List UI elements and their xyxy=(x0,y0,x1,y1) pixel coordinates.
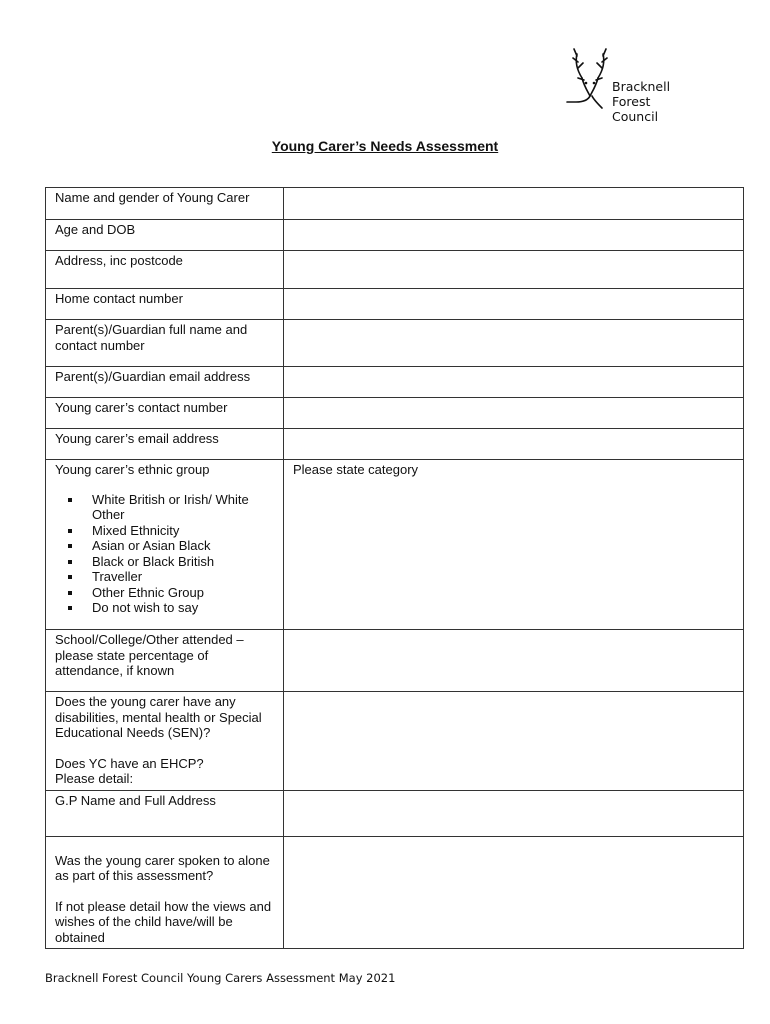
table-row xyxy=(46,692,744,791)
assessment-form-table xyxy=(45,187,744,949)
row-value-cell[interactable] xyxy=(284,692,744,791)
list-item: Asian or Asian Black xyxy=(92,538,275,554)
row-label: School/College/Other attended – please state percentage of attendance, if known xyxy=(46,630,284,692)
list-item: Traveller xyxy=(92,569,275,585)
logo-line: Council xyxy=(612,109,659,124)
row-label: Was the young carer spoken to alone as part of this assessment? xyxy=(55,852,270,883)
logo-line: Forest xyxy=(612,94,651,109)
row-value-cell[interactable] xyxy=(284,367,744,398)
table-row xyxy=(46,320,744,367)
table-row xyxy=(46,398,744,429)
table-row xyxy=(46,429,744,460)
footer-text: Bracknell Forest Council Young Carers Assessment May 2021 xyxy=(45,971,396,985)
table-row xyxy=(46,188,744,220)
row-label: Young carer’s email address xyxy=(46,429,284,460)
logo-line: Bracknell xyxy=(612,79,671,94)
row-value-cell[interactable] xyxy=(284,289,744,320)
list-item: Other Ethnic Group xyxy=(92,585,275,601)
row-label: Young carer’s contact number xyxy=(46,398,284,429)
page-title: Young Carer’s Needs Assessment xyxy=(271,138,499,154)
row-label: Parent(s)/Guardian full name and contact number xyxy=(46,320,284,367)
list-item: Mixed Ethnicity xyxy=(92,523,275,539)
table-row xyxy=(46,251,744,289)
row-value-cell[interactable] xyxy=(284,251,744,289)
table-row xyxy=(46,630,744,692)
ethnic-group-list xyxy=(55,492,275,616)
row-label: G.P Name and Full Address xyxy=(46,790,284,836)
row-value-cell[interactable] xyxy=(284,320,744,367)
row-value-cell[interactable] xyxy=(284,398,744,429)
council-logo xyxy=(562,44,682,126)
row-value-cell[interactable] xyxy=(284,790,744,836)
table-row xyxy=(46,836,744,949)
row-label: Home contact number xyxy=(46,289,284,320)
spoken-alone-cell xyxy=(46,836,284,949)
row-value-cell[interactable] xyxy=(284,429,744,460)
list-item: Black or Black British xyxy=(92,554,275,570)
table-row xyxy=(46,220,744,251)
row-label: Address, inc postcode xyxy=(46,251,284,289)
table-row xyxy=(46,460,744,630)
ethnic-group-value-cell[interactable]: Please state category xyxy=(284,460,744,630)
row-label: Does YC have an EHCP? xyxy=(55,755,204,771)
table-row xyxy=(46,289,744,320)
table-row xyxy=(46,367,744,398)
row-label: Young carer’s ethnic group xyxy=(55,462,210,477)
list-item: White British or Irish/ White Other xyxy=(92,492,275,523)
council-name xyxy=(612,79,670,124)
sen-cell xyxy=(46,692,284,791)
row-value-cell[interactable] xyxy=(284,836,744,949)
row-value-cell[interactable] xyxy=(284,630,744,692)
ethnic-group-cell xyxy=(46,460,284,630)
row-label: Name and gender of Young Carer xyxy=(46,188,284,220)
row-value-cell[interactable] xyxy=(284,188,744,220)
row-label: Does the young carer have any disabilities, mental health or Special Educational Needs (SEN)? xyxy=(55,694,262,740)
list-item: Do not wish to say xyxy=(92,600,275,616)
row-label: If not please detail how the views and wishes of the child have/will be obtained xyxy=(55,898,272,945)
row-value-cell[interactable] xyxy=(284,220,744,251)
row-label: Age and DOB xyxy=(46,220,284,251)
row-label: Parent(s)/Guardian email address xyxy=(46,367,284,398)
row-label: Please detail: xyxy=(55,771,134,786)
table-row xyxy=(46,790,744,836)
